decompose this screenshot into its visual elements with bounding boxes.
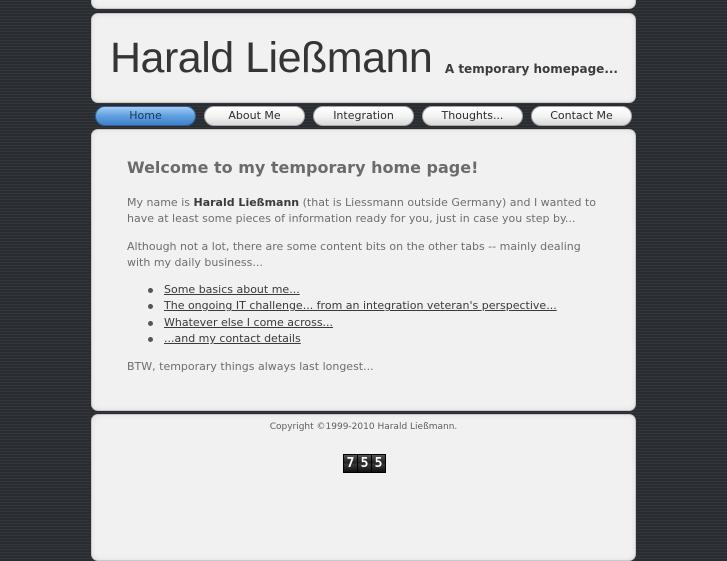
tab-home[interactable]: Home	[95, 106, 196, 126]
copyright-text: Copyright ©1999-2010 Harald Ließmann.	[269, 422, 458, 432]
intro-text-before: My name is	[127, 196, 194, 209]
visitor-counter	[343, 454, 386, 473]
intro-name: Harald Ließmann	[193, 196, 300, 209]
list-item	[164, 298, 557, 314]
list-item	[164, 331, 557, 347]
counter-digit: 7	[344, 455, 357, 472]
tab-about-me[interactable]: About Me	[204, 106, 305, 126]
tab-integration[interactable]: Integration	[313, 106, 414, 126]
link-list	[127, 282, 557, 347]
link-about-basics[interactable]: Some basics about me...	[164, 283, 300, 296]
intro-paragraph	[127, 195, 605, 227]
list-item	[164, 315, 557, 331]
link-it-challenge[interactable]: The ongoing IT challenge... from an integration veteran's perspective...	[164, 299, 557, 313]
nav-bar	[95, 106, 633, 126]
footer-panel	[91, 414, 636, 561]
content-panel	[91, 129, 636, 411]
closing-paragraph: BTW, temporary things always last longest...	[127, 360, 374, 373]
counter-digit: 5	[372, 455, 385, 472]
top-strip	[91, 0, 636, 9]
header-panel	[91, 13, 636, 103]
link-whatever-else[interactable]: Whatever else I come across...	[164, 315, 334, 329]
page-heading: Welcome to my temporary home page!	[127, 158, 479, 177]
site-title: Harald Ließmann	[110, 34, 433, 82]
second-paragraph: Although not a lot, there are some content bits on the other tabs -- mainly dealing with my daily business...	[127, 240, 581, 269]
intro-text-after: (that is Liessmann outside Germany) and I wanted to have at least some pieces of information ready for you, just in case you step by...	[127, 196, 596, 225]
tab-contact-me[interactable]: Contact Me	[531, 106, 632, 126]
counter-digit: 5	[358, 455, 371, 472]
link-contact-details[interactable]: ...and my contact details	[164, 331, 301, 345]
site-tagline: A temporary homepage...	[444, 62, 618, 76]
tab-thoughts[interactable]: Thoughts...	[422, 106, 523, 126]
list-item	[164, 282, 557, 298]
